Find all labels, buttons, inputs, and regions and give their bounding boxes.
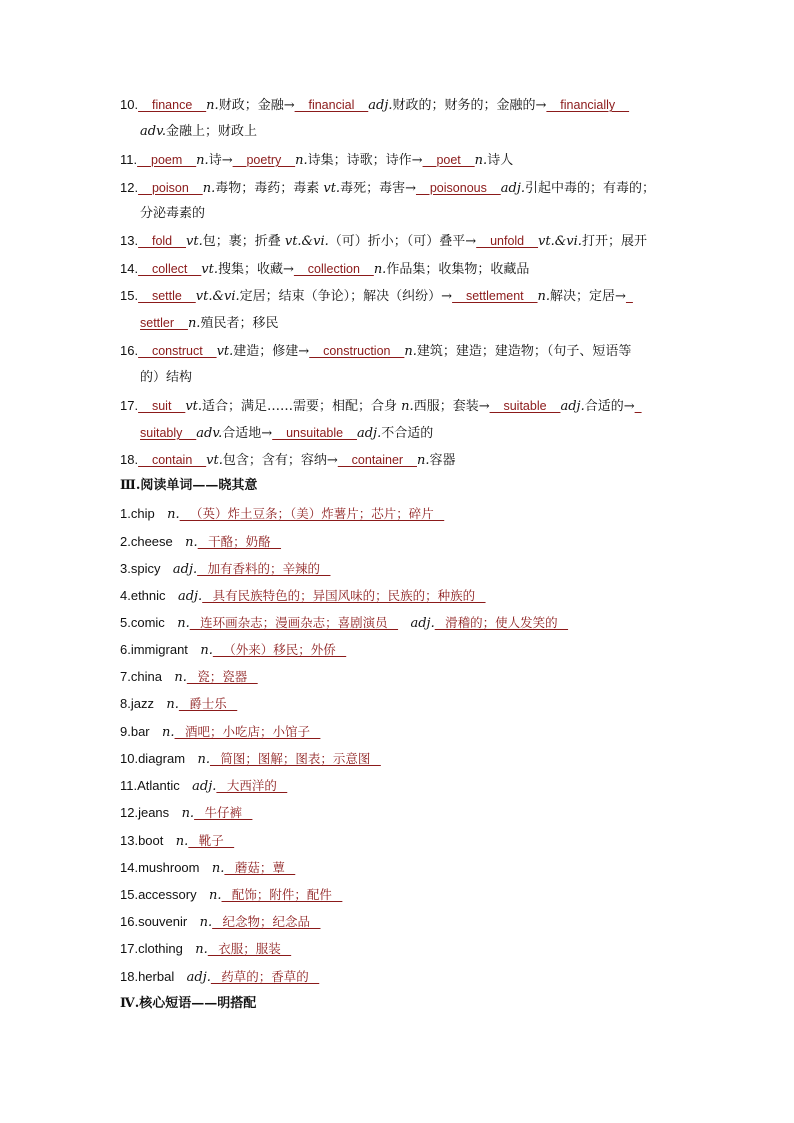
part-of-speech: adj. — [410, 616, 435, 631]
vocab-item-continuation — [140, 315, 700, 331]
answer-blank: settle — [138, 289, 196, 303]
answer-blank: unfold — [476, 234, 539, 248]
reading-item — [120, 969, 680, 985]
part-of-speech: adj. — [172, 562, 198, 577]
item-number: 11. — [120, 152, 138, 167]
answer-blank: 加有香料的；辛辣的 — [197, 562, 331, 576]
answer-blank — [635, 399, 642, 413]
reading-word: 7.china — [120, 669, 162, 684]
answer-blank: 大西洋的 — [216, 779, 288, 793]
answer-blank: collect — [138, 262, 202, 276]
definition-text: 西服；套装→ — [413, 399, 490, 414]
answer-blank: settlement — [452, 289, 538, 303]
answer-blank: poet — [422, 153, 475, 167]
definition-text: 解决；定居→ — [550, 289, 626, 304]
part-of-speech: n. — [175, 834, 189, 849]
part-of-speech: n. — [404, 344, 417, 359]
answer-blank: suitable — [489, 399, 561, 413]
part-of-speech: adv. — [140, 124, 167, 139]
answer-blank: 爵士乐 — [178, 697, 238, 711]
part-of-speech: n. — [187, 316, 201, 331]
vocab-item-continuation — [140, 124, 700, 140]
definition-text: 包含；含有；容纳→ — [222, 453, 338, 468]
part-of-speech: n. — [474, 153, 488, 168]
answer-blank: fold — [138, 234, 187, 248]
answer-blank: 蘑菇；蕈 — [224, 861, 296, 875]
reading-word: 6.immigrant — [120, 642, 188, 657]
part-of-speech: n. — [199, 915, 213, 930]
part-of-speech: n. — [166, 697, 179, 712]
part-of-speech: vt.&vi. — [195, 289, 240, 304]
part-of-speech: n. — [206, 98, 219, 113]
answer-blank: 连环画杂志；漫画杂志；喜剧演员 — [189, 616, 399, 630]
part-of-speech: n. — [195, 942, 208, 957]
definition-text: 财政；金融→ — [218, 98, 295, 113]
section-3-heading: Ⅲ.阅读单词——晓其意 — [120, 478, 258, 493]
definition-text: 合适地→ — [222, 426, 273, 441]
part-of-speech: adj. — [177, 589, 203, 604]
item-number: 16. — [120, 343, 139, 358]
definition-text: 建筑；建造；建造物；（句子、短语等 — [416, 344, 632, 359]
reading-word: 4.ethnic — [120, 588, 166, 603]
vocab-item — [120, 288, 680, 304]
reading-word: 3.spicy — [120, 561, 161, 576]
part-of-speech: adj. — [368, 98, 393, 113]
answer-blank: 药草的；香草的 — [210, 970, 320, 984]
answer-blank — [626, 289, 633, 303]
definition-text: 殖民者；移民 — [200, 316, 279, 331]
definition-text: 不合适的 — [381, 426, 434, 441]
answer-blank: financial — [294, 98, 369, 112]
answer-blank: 牛仔裤 — [194, 806, 253, 820]
reading-word: 12.jeans — [120, 805, 170, 820]
part-of-speech: n. — [211, 861, 225, 876]
answer-blank: construct — [138, 344, 217, 358]
definition-text: 搜集；收藏→ — [218, 262, 294, 277]
part-of-speech: n. — [373, 262, 387, 277]
vocab-item-continuation — [140, 206, 700, 222]
reading-word: 2.cheese — [120, 534, 173, 549]
reading-word: 8.jazz — [120, 696, 154, 711]
section-4-heading: Ⅳ.核心短语——明搭配 — [120, 996, 257, 1011]
answer-blank: 瓷；瓷器 — [186, 670, 258, 684]
reading-word: 15.accessory — [120, 887, 197, 902]
definition-text: 的）结构 — [140, 370, 193, 385]
vocab-item-continuation — [140, 370, 700, 386]
part-of-speech: adj. — [356, 426, 382, 441]
answer-blank: unsuitable — [272, 426, 357, 440]
part-of-speech: n. — [417, 453, 430, 468]
definition-text: 毒物；毒药；毒素 — [215, 181, 324, 196]
item-number: 15. — [120, 288, 139, 303]
reading-word: 9.bar — [120, 724, 150, 739]
vocab-item — [120, 398, 680, 414]
answer-blank: container — [337, 453, 417, 467]
reading-item — [120, 941, 680, 957]
reading-item — [120, 506, 680, 522]
reading-item — [120, 887, 680, 903]
reading-item — [120, 778, 680, 794]
definition-text: 财政的；财务的；金融的→ — [392, 98, 547, 113]
definition-text: 分泌毒素的 — [140, 206, 206, 221]
definition-text: 诗人 — [487, 153, 514, 168]
definition-text: 毒死；毒害→ — [340, 181, 416, 196]
reading-item — [120, 914, 680, 930]
part-of-speech: n. — [167, 507, 180, 522]
answer-blank: 配饰；附件；配件 — [221, 888, 343, 902]
definition-text: 引起中毒的；有毒的； — [525, 181, 656, 196]
reading-item — [120, 642, 680, 658]
vocab-item — [120, 343, 680, 359]
answer-blank: poisonous — [415, 181, 501, 195]
reading-item — [120, 669, 680, 685]
answer-blank: 滑稽的；使人发笑的 — [434, 616, 569, 630]
item-number: 13. — [120, 233, 139, 248]
answer-blank: collection — [293, 262, 374, 276]
part-of-speech: n. — [202, 181, 216, 196]
answer-blank: financially — [546, 98, 630, 112]
answer-blank: 靴子 — [188, 834, 235, 848]
definition-text: 作品集；收集物；收藏品 — [386, 262, 530, 277]
part-of-speech: vt. — [206, 453, 223, 468]
definition-text: 容器 — [429, 453, 456, 468]
part-of-speech: n. — [177, 616, 190, 631]
answer-blank: （英）炸土豆条；（美）炸薯片；芯片；碎片 — [179, 507, 445, 521]
vocab-item-continuation — [140, 425, 700, 441]
answer-blank: 衣服；服装 — [207, 942, 292, 956]
part-of-speech: n. — [401, 399, 414, 414]
vocab-item — [120, 97, 680, 113]
answer-blank: poem — [137, 153, 197, 167]
reading-word: 17.clothing — [120, 941, 183, 956]
reading-item — [120, 561, 680, 577]
reading-word: 18.herbal — [120, 969, 175, 984]
reading-item — [120, 805, 680, 821]
answer-blank: 具有民族特色的；异国风味的；民族的；种族的 — [202, 589, 486, 603]
definition-text: 合适的→ — [584, 399, 635, 414]
part-of-speech: n. — [200, 643, 213, 658]
definition-text: 金融上；财政上 — [166, 124, 258, 139]
item-number: 18. — [120, 452, 139, 467]
vocab-item — [120, 180, 680, 196]
part-of-speech: n. — [197, 752, 210, 767]
definition-text: 适合；满足……需要；相配；合身 — [202, 399, 402, 414]
reading-item — [120, 696, 680, 712]
reading-word: 14.mushroom — [120, 860, 200, 875]
answer-blank: 酒吧；小吃店；小馆子 — [174, 725, 321, 739]
vocab-item — [120, 261, 680, 277]
answer-blank: （外来）移民；外侨 — [212, 643, 347, 657]
answer-blank: 干酪；奶酪 — [197, 535, 282, 549]
part-of-speech: n. — [185, 535, 198, 550]
part-of-speech: n. — [196, 153, 209, 168]
vocab-item — [120, 452, 680, 468]
part-of-speech: vt. — [323, 181, 341, 196]
definition-text: 打开；展开 — [581, 234, 647, 249]
part-of-speech: n. — [181, 806, 195, 821]
reading-item — [120, 615, 680, 631]
reading-item — [120, 724, 680, 740]
reading-word: 13.boot — [120, 833, 164, 848]
item-number: 17. — [120, 398, 139, 413]
reading-word: 5.comic — [120, 615, 165, 630]
answer-blank: finance — [138, 98, 207, 112]
part-of-speech: vt.&vi. — [284, 234, 329, 249]
reading-item — [120, 534, 680, 550]
part-of-speech: adj. — [186, 970, 211, 985]
definition-text: 诗→ — [208, 153, 233, 168]
answer-blank: 纪念物；纪念品 — [212, 915, 321, 929]
definition-text: 包；裹；折叠 — [202, 234, 285, 249]
definition-text: （可）折小；（可）叠平→ — [328, 234, 477, 249]
reading-item — [120, 751, 680, 767]
part-of-speech: adj. — [500, 181, 525, 196]
part-of-speech: n. — [162, 725, 175, 740]
reading-word: 1.chip — [120, 506, 155, 521]
reading-item — [120, 588, 680, 604]
vocab-item — [120, 233, 680, 249]
part-of-speech: adj. — [192, 779, 217, 794]
part-of-speech: vt. — [216, 344, 234, 359]
reading-word: 16.souvenir — [120, 914, 188, 929]
part-of-speech: vt.&vi. — [538, 234, 582, 249]
answer-blank: poison — [138, 181, 203, 195]
reading-item — [120, 833, 680, 849]
item-number: 12. — [120, 180, 139, 195]
vocab-item — [120, 152, 680, 168]
definition-text: 定居；结束（争论）；解决（纠纷）→ — [239, 289, 453, 304]
answer-blank: 简图；图解；图表；示意图 — [209, 752, 381, 766]
part-of-speech: n. — [209, 888, 222, 903]
definition-text: 诗集；诗歌；诗作→ — [307, 153, 423, 168]
answer-blank: construction — [309, 344, 405, 358]
answer-blank: suit — [138, 399, 186, 413]
part-of-speech: adj. — [560, 399, 585, 414]
part-of-speech: vt. — [201, 262, 218, 277]
answer-blank: suitably — [140, 426, 197, 440]
reading-word: 10.diagram — [120, 751, 186, 766]
reading-item — [120, 860, 680, 876]
item-number: 10. — [120, 97, 139, 112]
definition-text: 建造；修建→ — [233, 344, 310, 359]
part-of-speech: adv. — [196, 426, 223, 441]
part-of-speech: vt. — [185, 399, 203, 414]
answer-blank: settler — [140, 316, 188, 330]
item-number: 14. — [120, 261, 139, 276]
answer-blank: poetry — [232, 153, 296, 167]
part-of-speech: n. — [174, 670, 187, 685]
part-of-speech: n. — [295, 153, 308, 168]
answer-blank: contain — [138, 453, 207, 467]
part-of-speech: vt. — [186, 234, 203, 249]
part-of-speech: n. — [537, 289, 551, 304]
reading-word: 11.Atlantic — [120, 778, 180, 793]
